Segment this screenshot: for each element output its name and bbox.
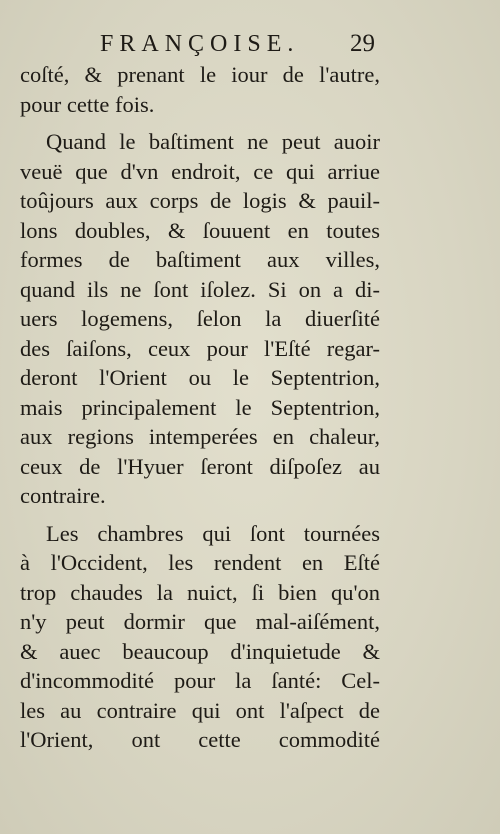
- paragraph: [20, 519, 380, 755]
- page-header: [100, 30, 375, 58]
- text-line: deront l'Orient ou le Septentrion,: [20, 365, 380, 390]
- text-line: l'Orient, ont cette commodité: [20, 727, 380, 752]
- text-line: les au contraire qui ont l'aſpect de: [20, 697, 380, 723]
- text-line: Quand le baſtiment ne peut auoir: [46, 129, 380, 154]
- text-line: ceux de l'Hyuer ſeront diſpoſez au: [20, 453, 380, 479]
- text-line: trop chaudes la nuict, ſi bien qu'on: [20, 579, 380, 605]
- text-line: n'y peut dormir que mal-aiſément,: [20, 609, 380, 634]
- paragraph-gap: [20, 119, 380, 127]
- text-line: contraire.: [20, 483, 106, 508]
- text-line: & auec beaucoup d'inquietude &: [20, 638, 380, 664]
- running-title: FRANÇOISE.: [100, 31, 300, 57]
- text-line: d'incommodité pour la ſanté: Cel-: [20, 668, 380, 693]
- page-number: 29: [350, 30, 375, 57]
- text-line: aux regions intemperées en chaleur,: [20, 424, 380, 449]
- paragraph-gap: [20, 511, 380, 519]
- text-line: mais principalement le Septentrion,: [20, 394, 380, 420]
- text-line: uers logemens, ſelon la diuerſité: [20, 306, 380, 331]
- text-line: quand ils ne ſont iſolez. Si on a di-: [20, 276, 380, 302]
- text-line: des ſaiſons, ceux pour l'Eſté regar-: [20, 335, 380, 361]
- text-line: formes de baſtiment aux villes,: [20, 247, 380, 272]
- body-text: [20, 60, 380, 755]
- text-line: veuë que d'vn endroit, ce qui arriue: [20, 158, 380, 184]
- text-line: lons doubles, & ſouuent en toutes: [20, 217, 380, 243]
- text-line: à l'Occident, les rendent en Eſté: [20, 550, 380, 575]
- paragraph: [20, 60, 380, 119]
- text-line: toûjours aux corps de logis & pauil-: [20, 188, 380, 213]
- text-line: Les chambres qui ſont tournées: [46, 520, 380, 546]
- text-line: coſté, & prenant le iour de l'autre,: [20, 62, 380, 87]
- text-line: pour cette fois.: [20, 91, 155, 117]
- paragraph: [20, 127, 380, 511]
